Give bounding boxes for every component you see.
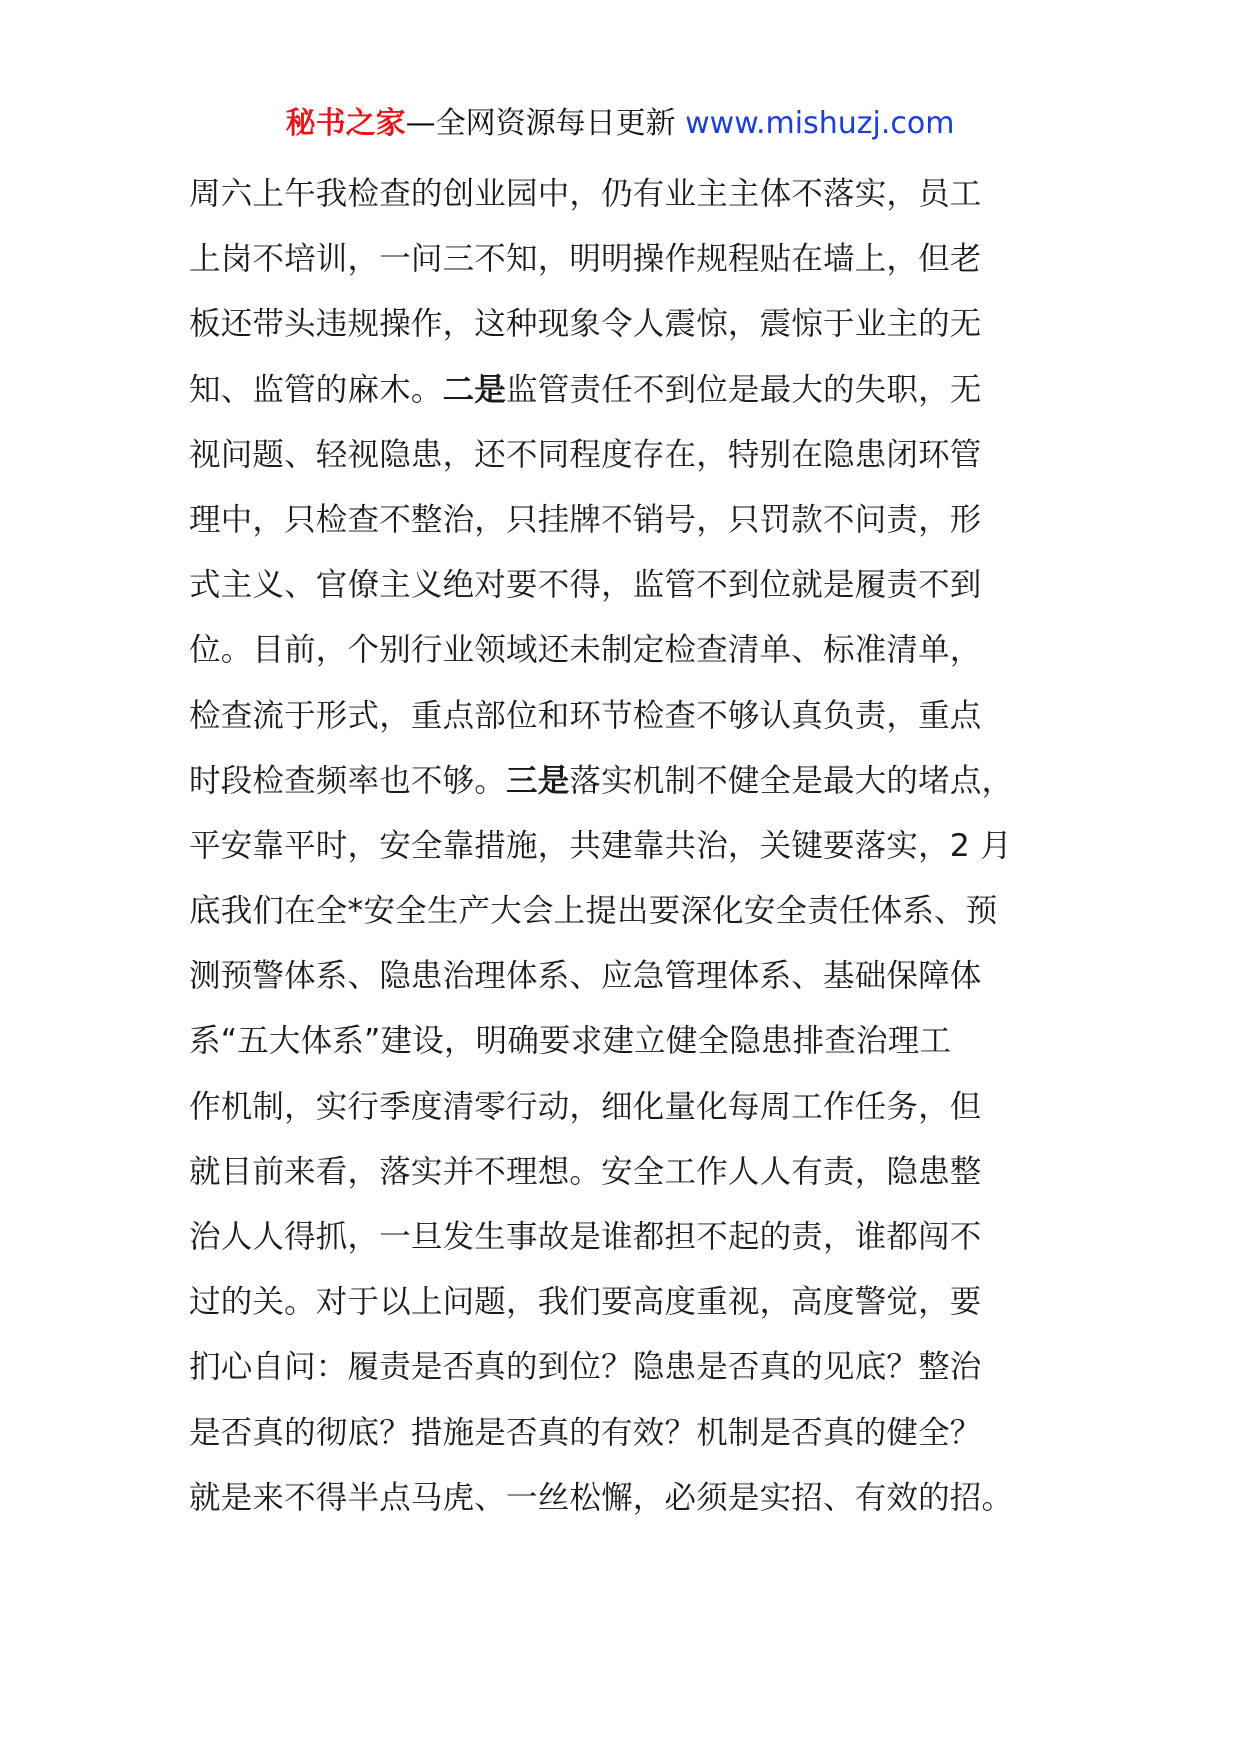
text-line: 扪心自问：履责是否真的到位？隐患是否真的见底？整治	[189, 1349, 982, 1386]
text-line: 周六上午我检查的创业园中，仍有业主主体不落实，员工	[189, 176, 982, 212]
site-brand: 秘书之家	[285, 106, 406, 141]
text-segment: 时段检查频率也不够。	[189, 762, 507, 799]
text-segment: 落实机制不健全是最大的堵点，	[569, 762, 1014, 799]
text-line: 式主义、官僚主义绝对要不得，监管不到位就是履责不到	[189, 567, 982, 604]
text-line: 就目前来看，落实并不理想。安全工作人人有责，隐患整	[189, 1153, 982, 1190]
text-line: 过的关。对于以上问题，我们要高度重视，高度警觉，要	[189, 1284, 982, 1321]
point-marker-three: 三是	[506, 762, 570, 799]
text-line	[189, 749, 1059, 814]
text-line: 是否真的彻底？措施是否真的有效？机制是否真的健全？	[189, 1414, 982, 1451]
text-line: 检查流于形式，重点部位和环节检查不够认真负责，重点	[189, 697, 982, 734]
text-line: 系“五大体系”建设，明确要求建立健全隐患排查治理工	[189, 1023, 952, 1060]
text-line: 治人人得抓，一旦发生事故是谁都担不起的责，谁都闯不	[189, 1219, 982, 1255]
text-line: 上岗不培训，一问三不知，明明操作规程贴在墙上，但老	[189, 241, 982, 278]
point-marker-two: 二是	[442, 371, 507, 408]
text-line: 作机制，实行季度清零行动，细化量化每周工作任务，但	[189, 1088, 982, 1125]
page-header	[0, 104, 1240, 144]
text-line	[189, 358, 1059, 423]
text-line: 板还带头违规操作，这种现象令人震惊，震惊于业主的无	[189, 306, 982, 343]
site-url[interactable]: www.mishuzj.com	[685, 106, 955, 141]
text-segment: 知、监管的麻木。	[189, 371, 443, 408]
text-line: 平安靠平时，安全靠措施，共建靠共治，关键要落实，2 月	[189, 827, 1012, 864]
text-segment: 监管责任不到位是最大的失职，无	[506, 371, 982, 408]
text-line: 就是来不得半点马虎、一丝松懈，必须是实招、有效的招。	[189, 1479, 1014, 1516]
text-line: 理中，只检查不整治，只挂牌不销号，只罚款不问责，形	[189, 501, 982, 538]
text-line: 底我们在全*安全生产大会上提出要深化安全责任体系、预	[189, 893, 998, 930]
text-line: 视问题、轻视隐患，还不同程度存在，特别在隐患闭环管	[189, 436, 982, 473]
document-body	[189, 162, 1059, 1531]
text-line: 位。目前，个别行业领域还未制定检查清单、标准清单，	[189, 632, 982, 669]
text-line: 测预警体系、隐患治理体系、应急管理体系、基础保障体	[189, 958, 982, 995]
site-tagline: —全网资源每日更新	[405, 106, 676, 141]
